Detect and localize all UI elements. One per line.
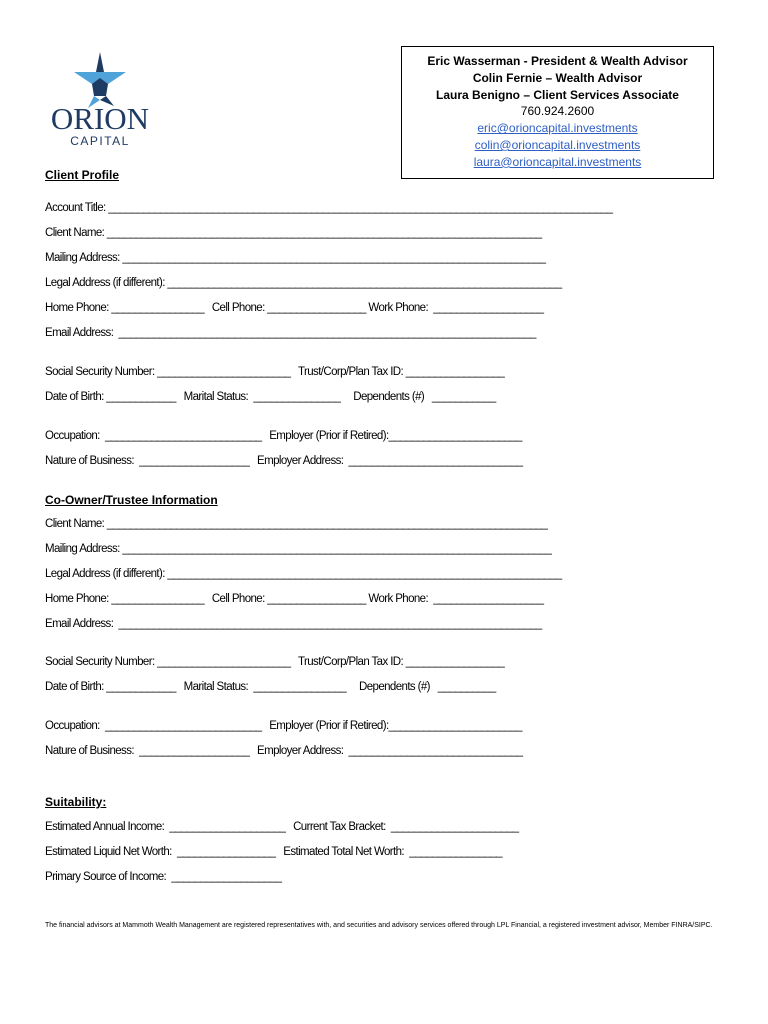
co-owner-mailing-address-field[interactable]: Mailing Address: __________________________________________________________________________ — [45, 543, 552, 555]
co-owner-ssn-tax-id-fields[interactable]: Social Security Number: _______________________ Trust/Corp/Plan Tax ID: _________________ — [45, 656, 505, 668]
contact-line-2: Colin Fernie – Wealth Advisor — [472, 70, 643, 85]
ssn-tax-id-fields[interactable]: Social Security Number: _______________________ Trust/Corp/Plan Tax ID: _________________ — [45, 366, 505, 378]
co-owner-heading: Co-Owner/Trustee Information — [45, 493, 218, 507]
co-owner-phone-fields[interactable]: Home Phone: ________________ Cell Phone: _________________ Work Phone: ___________________ — [45, 593, 544, 605]
phone-fields[interactable]: Home Phone: ________________ Cell Phone: _________________ Work Phone: ___________________ — [45, 302, 544, 314]
star-icon — [44, 48, 156, 152]
client-profile-heading: Client Profile — [45, 168, 120, 182]
co-owner-legal-address-field[interactable]: Legal Address (if different): ____________________________________________________________________ — [45, 568, 562, 580]
legal-address-field[interactable]: Legal Address (if different): ____________________________________________________________________ — [45, 277, 562, 289]
logo-wordmark: ORION — [50, 101, 150, 136]
logo-subtitle: CAPITAL — [70, 134, 130, 148]
contact-line-3: Laura Benigno – Client Services Associate — [436, 87, 679, 102]
disclosure-footer: The financial advisors at Mammoth Wealth Management are registered representatives with, and securities and advisory services offered through LPL Financial, a registered investment advisor, Member FINRA/SIPC. — [45, 922, 713, 929]
email-link-colin[interactable]: colin@orioncapital.investments — [474, 137, 641, 152]
dob-marital-dependents-fields[interactable]: Date of Birth: ____________ Marital Status: _______________ Dependents (#) ___________ — [45, 391, 496, 403]
client-name-field[interactable]: Client Name: ___________________________________________________________________________ — [45, 227, 542, 239]
contact-line-1: Eric Wasserman - President & Wealth Advisor — [427, 54, 688, 68]
co-owner-email-field[interactable]: Email Address: _________________________________________________________________________ — [45, 618, 542, 630]
co-owner-business-employer-address-fields[interactable]: Nature of Business: ___________________ Employer Address: ______________________________ — [45, 745, 523, 757]
net-worth-fields[interactable]: Estimated Liquid Net Worth: _________________ Estimated Total Net Worth: ________________ — [45, 846, 502, 858]
co-owner-dob-marital-dependents-fields[interactable]: Date of Birth: ____________ Marital Status: ________________ Dependents (#) __________ — [45, 681, 496, 693]
co-owner-occupation-employer-fields[interactable]: Occupation: ___________________________ Employer (Prior if Retired):_______________________ — [45, 720, 522, 732]
account-title-field[interactable]: Account Title: _______________________________________________________________________________________ — [45, 202, 613, 214]
email-address-field[interactable]: Email Address: ________________________________________________________________________ — [45, 327, 536, 339]
primary-income-source-field[interactable]: Primary Source of Income: ___________________ — [45, 871, 282, 883]
orion-capital-logo — [44, 48, 156, 152]
suitability-heading: Suitability: — [45, 795, 107, 809]
email-link-eric[interactable]: eric@orioncapital.investments — [477, 121, 638, 136]
contact-box — [401, 46, 714, 179]
co-owner-client-name-field[interactable]: Client Name: ____________________________________________________________________________ — [45, 518, 548, 530]
email-link-laura[interactable]: laura@orioncapital.investments — [473, 154, 642, 169]
occupation-employer-fields[interactable]: Occupation: ___________________________ Employer (Prior if Retired):_______________________ — [45, 430, 522, 442]
business-employer-address-fields[interactable]: Nature of Business: ___________________ Employer Address: ______________________________ — [45, 455, 523, 467]
contact-phone: 760.924.2600 — [520, 104, 595, 119]
annual-income-tax-bracket-fields[interactable]: Estimated Annual Income: ____________________ Current Tax Bracket: ______________________ — [45, 821, 519, 833]
mailing-address-field[interactable]: Mailing Address: _________________________________________________________________________ — [45, 252, 546, 264]
